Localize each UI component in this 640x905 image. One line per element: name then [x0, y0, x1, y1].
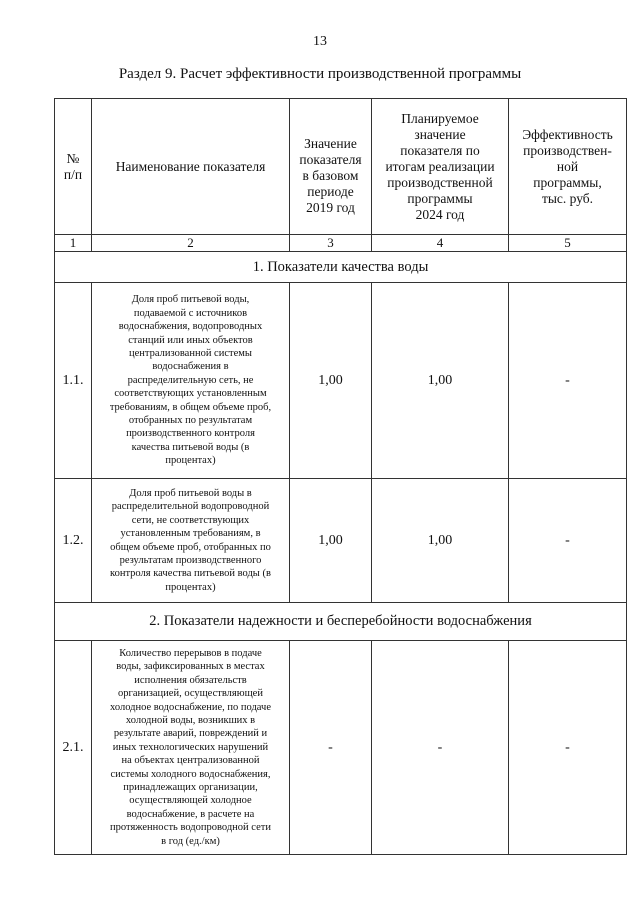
page-number: 13	[313, 34, 327, 49]
row-efficiency-value: -	[509, 479, 627, 603]
row-efficiency-value: -	[509, 641, 627, 855]
header-plan: Планируемое значение показателя по итогам реализации производственной программы 2024 год	[372, 99, 509, 235]
column-numbers-row	[55, 235, 627, 252]
row-base-value: 1,00	[290, 479, 372, 603]
col-number: 4	[372, 235, 509, 252]
row-number: 1.1.	[55, 283, 92, 479]
row-plan-value: 1,00	[372, 283, 509, 479]
row-number: 2.1.	[55, 641, 92, 855]
header-eff: Эффективность производствен- ной программы, тыс. руб.	[509, 99, 627, 235]
header-name: Наименование показателя	[92, 99, 290, 235]
row-indicator-name: Доля проб питьевой воды, подаваемой с источников водоснабжения, водопроводных станций или иных объектов централизованной системы водоснабжения в распределительную сеть, не соответствующих установленным требованиям, в общем объеме проб, отобранных по результатам производственного контроля качества питьевой воды (в процентах)	[92, 283, 290, 479]
table-row	[55, 479, 627, 603]
row-indicator-name: Количество перерывов в подаче воды, зафиксированных в местах исполнения обязательств организацией, осуществляющей холодное водоснабжение, по подаче холодной воды, возникших в результате аварий, повреждений и иных технологических нарушений на объектах централизованной системы холодного водоснабжения, принадлежащих организации, осуществляющей холодное водоснабжение, в расчете на протяженность водопроводной сети в год (ед./км)	[92, 641, 290, 855]
row-indicator-name: Доля проб питьевой воды в распределительной водопроводной сети, не соответствующих установленным требованиям, в общем объеме проб, отобранных по результатам производственного контроля качества питьевой воды (в процентах)	[92, 479, 290, 603]
header-num: № п/п	[55, 99, 92, 235]
row-plan-value: -	[372, 641, 509, 855]
col-number: 5	[509, 235, 627, 252]
section-row	[55, 603, 627, 641]
efficiency-table	[54, 98, 627, 855]
header-row	[55, 99, 627, 235]
row-efficiency-value: -	[509, 283, 627, 479]
table-row	[55, 641, 627, 855]
col-number: 2	[92, 235, 290, 252]
section-row	[55, 252, 627, 283]
row-base-value: 1,00	[290, 283, 372, 479]
row-number: 1.2.	[55, 479, 92, 603]
col-number: 3	[290, 235, 372, 252]
col-number: 1	[55, 235, 92, 252]
row-base-value: -	[290, 641, 372, 855]
table-row	[55, 283, 627, 479]
section-title: Раздел 9. Расчет эффективности производственной программы	[118, 66, 522, 82]
section-heading: 2. Показатели надежности и бесперебойности водоснабжения	[55, 603, 627, 641]
section-heading: 1. Показатели качества воды	[55, 252, 627, 283]
row-plan-value: 1,00	[372, 479, 509, 603]
header-base: Значение показателя в базовом периоде 2019 год	[290, 99, 372, 235]
